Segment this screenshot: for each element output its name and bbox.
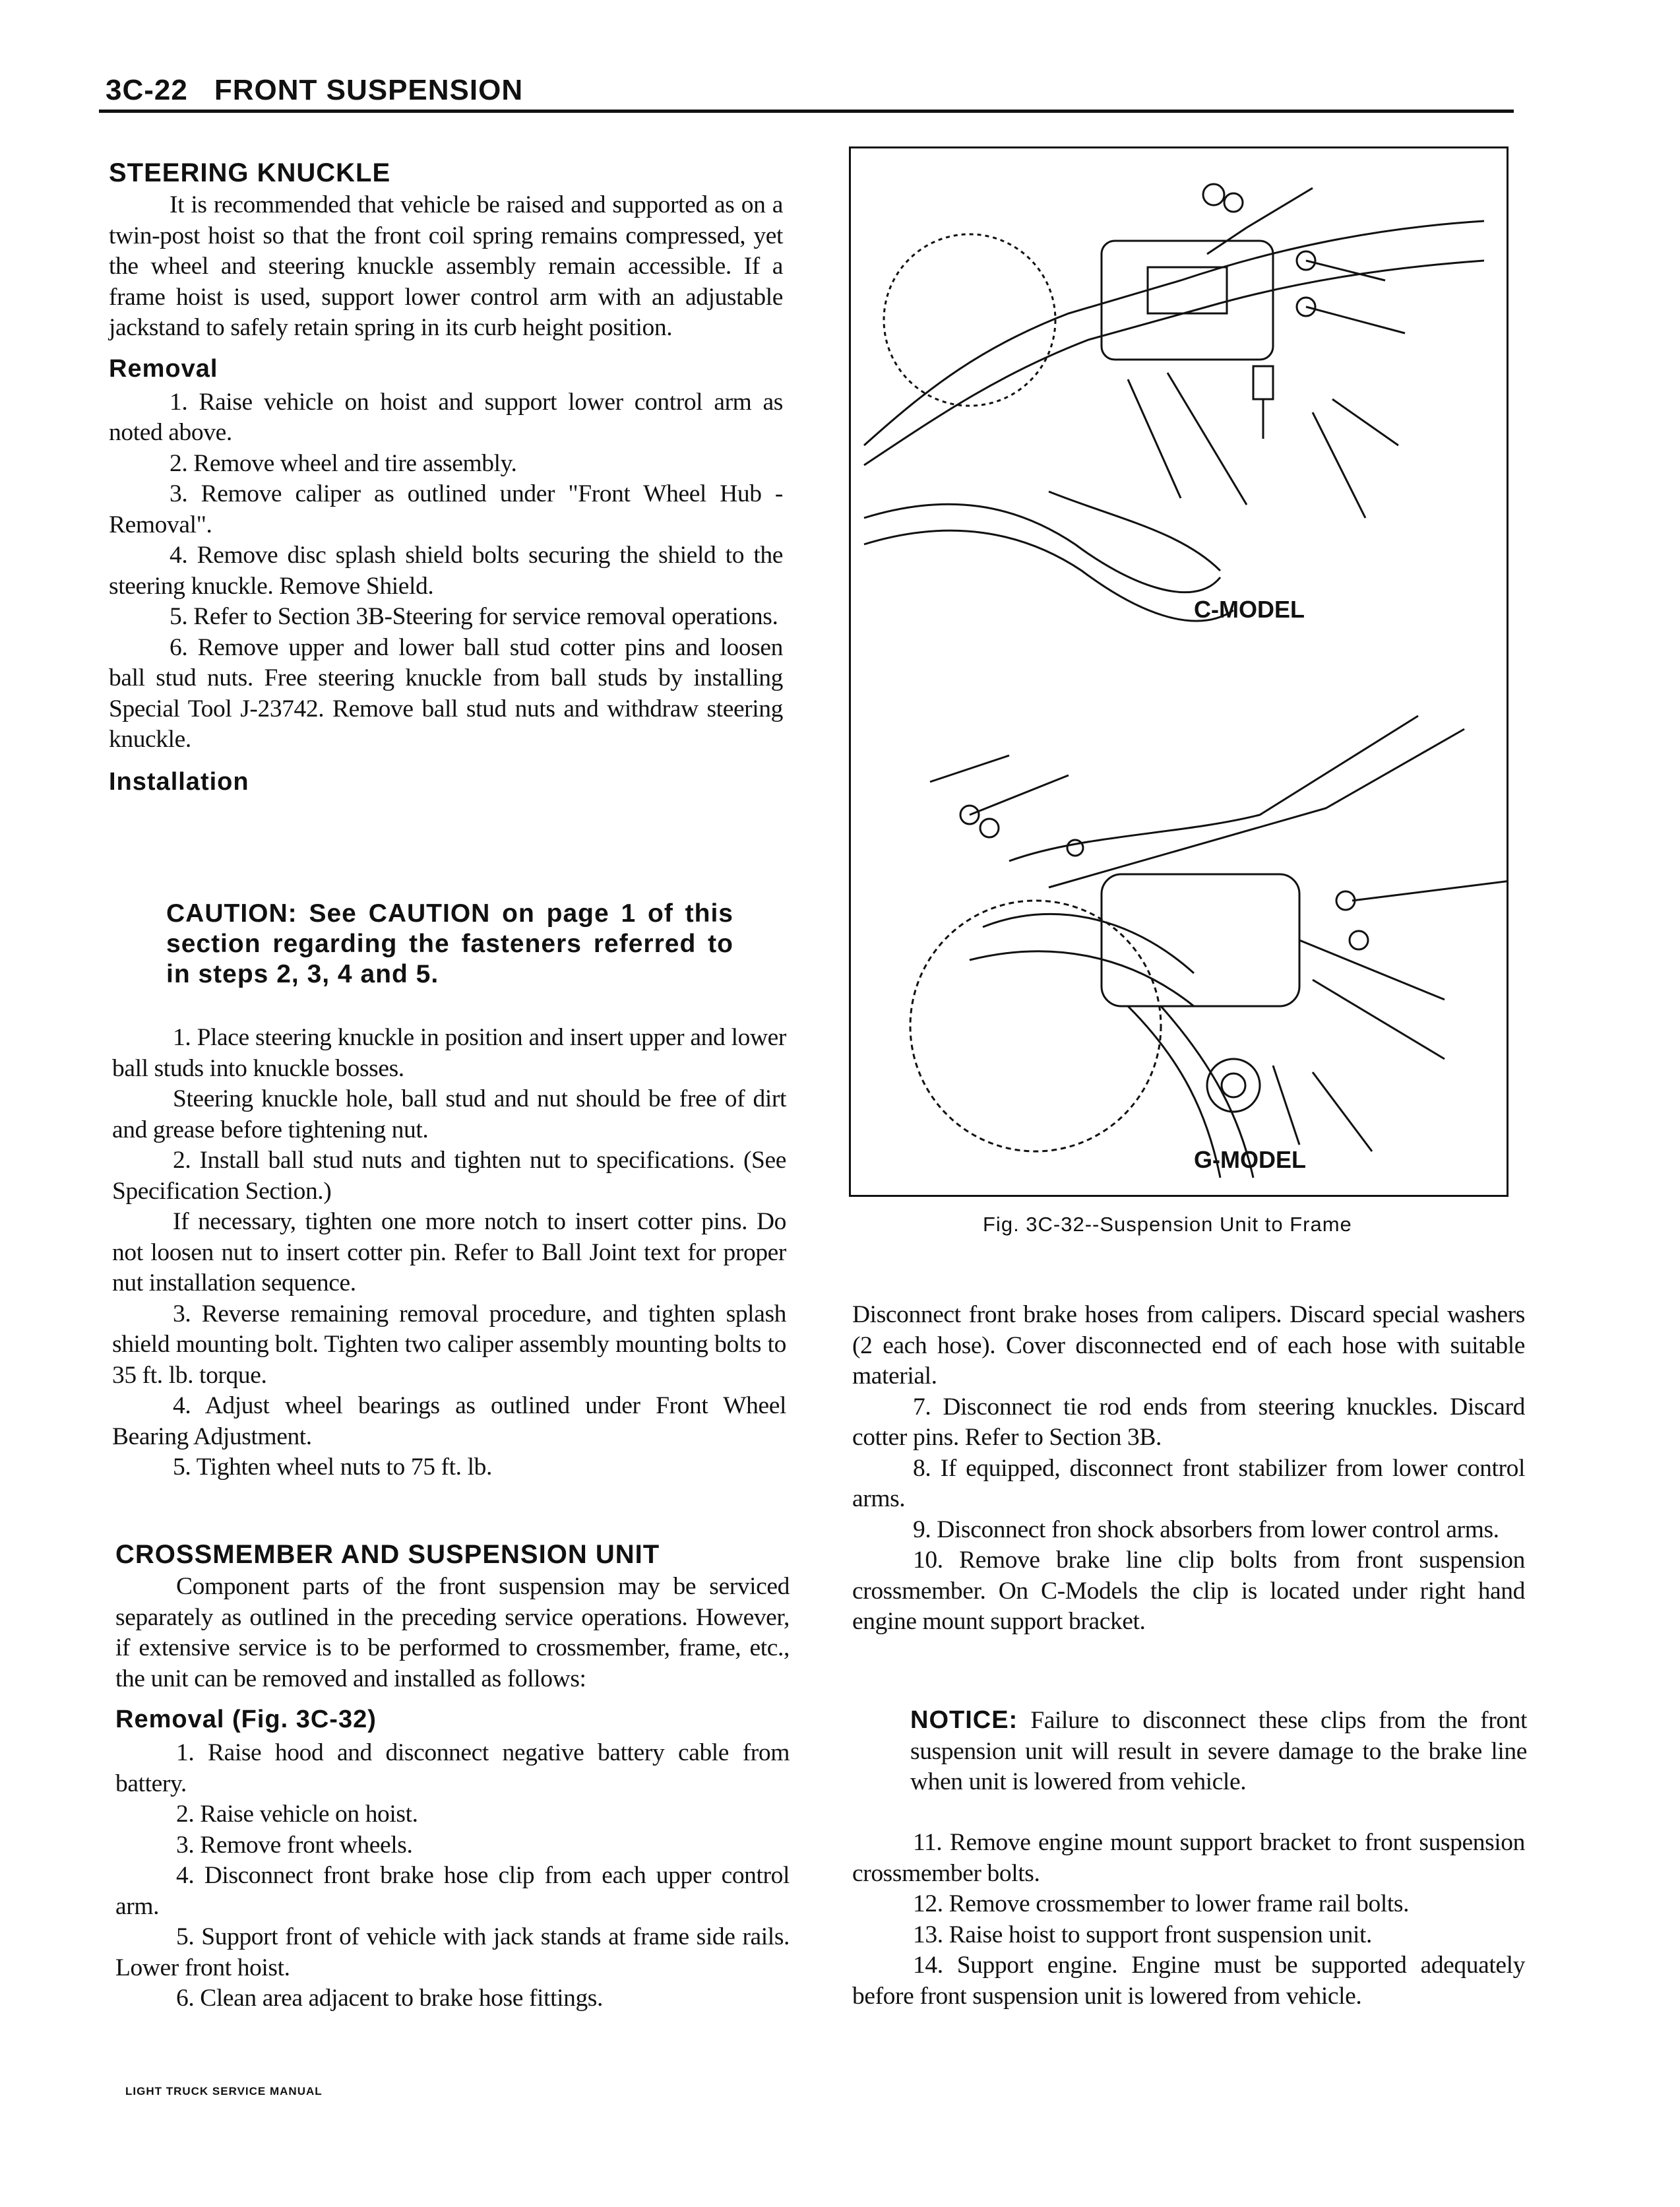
g-model-label: G-MODEL xyxy=(1194,1146,1306,1173)
notice-label: NOTICE: xyxy=(910,1706,1018,1734)
crossmember-step: 9. Disconnect fron shock absorbers from lower control arms. xyxy=(913,1516,1499,1543)
installation-step: Steering knuckle hole, ball stud and nut should be free of dirt and grease before tightening nut. xyxy=(112,1085,786,1143)
notice-block xyxy=(910,1705,1527,1798)
steering-knuckle-heading: STEERING KNUCKLE xyxy=(109,158,391,187)
continued-step-6: Disconnect front brake hoses from calipers. Discard special washers (2 each hose). Cover disconnected end of each hose with suitable material. xyxy=(852,1301,1525,1390)
removal-step: 5. Refer to Section 3B-Steering for service removal operations. xyxy=(170,603,778,630)
installation-step: 2. Install ball stud nuts and tighten nut to specifications. (See Specification Section.) xyxy=(112,1147,786,1205)
installation-step: If necessary, tighten one more notch to insert cotter pins. Do not loosen nut to insert cotter pin. Refer to Ball Joint text for proper nut installation sequence. xyxy=(112,1208,786,1296)
removal-step: 1. Raise vehicle on hoist and support lower control arm as noted above. xyxy=(109,388,783,446)
final-steps xyxy=(852,1828,1525,2012)
crossmember-heading: CROSSMEMBER AND SUSPENSION UNIT xyxy=(115,1540,660,1569)
crossmember-intro: Component parts of the front suspension may be serviced separately as outlined in the preceding service operations. However, if extensive service is to be performed to crossmember, frame, etc., the unit can be removed and installed as follows: xyxy=(115,1573,790,1692)
steering-knuckle-section xyxy=(109,156,783,800)
removal-step: 2. Remove wheel and tire assembly. xyxy=(170,449,517,477)
installation-step: 3. Reverse remaining removal procedure, and tighten splash shield mounting bolt. Tighten two caliper assembly mounting bolts to 35 ft. lb. torque. xyxy=(112,1300,786,1389)
crossmember-step: 4. Disconnect front brake hose clip from each upper control arm. xyxy=(115,1862,790,1920)
installation-steps xyxy=(112,1023,786,1483)
figure-caption: Fig. 3C-32--Suspension Unit to Frame xyxy=(983,1213,1352,1236)
c-model-label: C-MODEL xyxy=(1194,596,1305,623)
crossmember-section xyxy=(115,1537,790,2014)
installation-step: 4. Adjust wheel bearings as outlined under Front Wheel Bearing Adjustment. xyxy=(112,1392,786,1450)
crossmember-step: 13. Raise hoist to support front suspension unit. xyxy=(913,1921,1373,1948)
crossmember-step: 11. Remove engine mount support bracket to front suspension crossmember bolts. xyxy=(852,1829,1525,1887)
crossmember-removal-heading: Removal (Fig. 3C-32) xyxy=(115,1706,377,1733)
removal-step: 3. Remove caliper as outlined under "Front Wheel Hub - Removal". xyxy=(109,480,783,538)
crossmember-step: 12. Remove crossmember to lower frame rail bolts. xyxy=(913,1890,1410,1917)
right-column-steps xyxy=(852,1300,1525,1638)
removal-step: 6. Remove upper and lower ball stud cotter pins and loosen ball stud nuts. Free steering knuckle from ball studs by installing Special Tool J-23742. Remove ball stud nuts and withdraw steering knuckle. xyxy=(109,633,783,753)
page-footer: LIGHT TRUCK SERVICE MANUAL xyxy=(125,2085,323,2097)
installation-step: 5. Tighten wheel nuts to 75 ft. lb. xyxy=(173,1454,492,1481)
steering-knuckle-intro: It is recommended that vehicle be raised and supported as on a twin-post hoist so that the front coil spring remains compressed, yet the wheel and steering knuckle assembly remain accessible. If a frame hoist is used, support lower control arm with an adjustable jackstand to safely retain spring in its curb height position. xyxy=(109,191,783,341)
crossmember-step: 10. Remove brake line clip bolts from front suspension crossmember. On C-Models the clip is located under right hand engine mount support bracket. xyxy=(852,1547,1525,1635)
crossmember-step: 14. Support engine. Engine must be supported adequately before front suspension unit is lowered from vehicle. xyxy=(852,1952,1525,2010)
header-rule xyxy=(99,110,1514,113)
removal-step: 4. Remove disc splash shield bolts securing the shield to the steering knuckle. Remove Shield. xyxy=(109,542,783,600)
crossmember-step: 2. Raise vehicle on hoist. xyxy=(176,1801,418,1828)
removal-heading: Removal xyxy=(109,354,218,383)
crossmember-step: 1. Raise hood and disconnect negative battery cable from battery. xyxy=(115,1739,790,1797)
suspension-figure xyxy=(849,146,1509,1197)
crossmember-step: 5. Support front of vehicle with jack stands at frame side rails. Lower front hoist. xyxy=(115,1923,790,1981)
installation-heading: Installation xyxy=(109,767,249,796)
installation-step: 1. Place steering knuckle in position and insert upper and lower ball studs into knuckle bosses. xyxy=(112,1024,786,1082)
section-title: FRONT SUSPENSION xyxy=(214,74,524,106)
notice-text: Failure to disconnect these clips from the front suspension unit will result in severe damage to the brake line when unit is lowered from vehicle. xyxy=(910,1707,1527,1795)
suspension-illustration xyxy=(851,148,1507,1195)
page-number: 3C-22 xyxy=(106,74,188,106)
page-header xyxy=(106,74,523,107)
caution-note: CAUTION: See CAUTION on page 1 of this section regarding the fasteners referred to in steps 2, 3, 4 and 5. xyxy=(166,899,733,988)
crossmember-step: 3. Remove front wheels. xyxy=(176,1831,413,1859)
crossmember-step: 6. Clean area adjacent to brake hose fittings. xyxy=(176,1985,603,2012)
crossmember-step: 8. If equipped, disconnect front stabilizer from lower control arms. xyxy=(852,1454,1525,1512)
crossmember-step: 7. Disconnect tie rod ends from steering knuckles. Discard cotter pins. Refer to Section 3B. xyxy=(852,1393,1525,1451)
